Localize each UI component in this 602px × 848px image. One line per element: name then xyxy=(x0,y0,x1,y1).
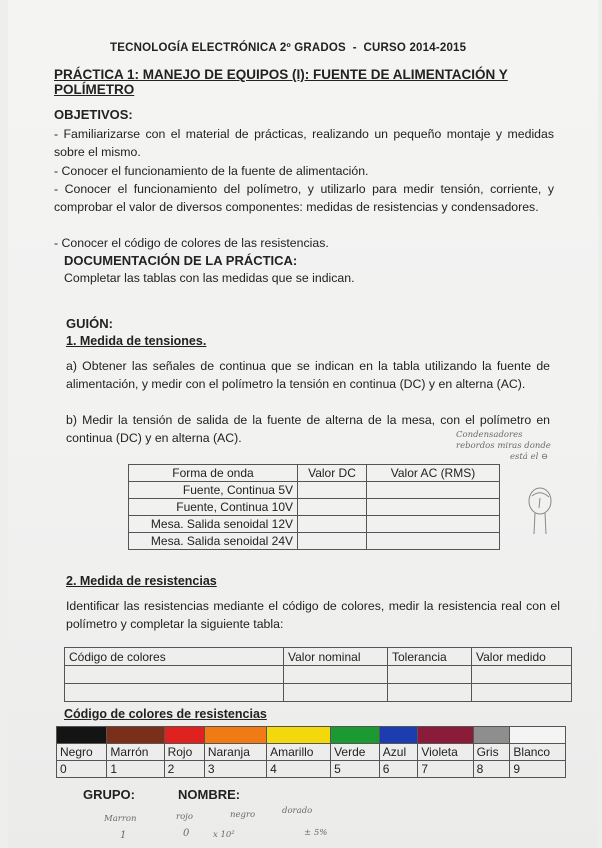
handwritten-note: ± 5% xyxy=(304,828,328,838)
handwritten-note: negro xyxy=(230,810,256,820)
objetivo-item: - Conocer el funcionamiento de la fuente de alimentación. xyxy=(54,164,369,178)
input-cell[interactable] xyxy=(472,684,572,702)
color-name: Marrón xyxy=(107,744,164,761)
dc-cell[interactable] xyxy=(298,499,367,516)
section1-title: 1. Medida de tensiones. xyxy=(66,334,207,348)
color-digit: 9 xyxy=(510,761,566,778)
input-cell[interactable] xyxy=(65,684,284,702)
ac-cell[interactable] xyxy=(367,499,500,516)
color-digit-row xyxy=(57,761,566,778)
row-label: Mesa. Salida senoidal 24V xyxy=(129,533,298,550)
table-header: Código de colores xyxy=(65,648,284,666)
color-name: Naranja xyxy=(204,744,266,761)
color-digit: 3 xyxy=(204,761,266,778)
color-digit: 6 xyxy=(379,761,418,778)
input-cell[interactable] xyxy=(284,666,388,684)
section2-text: Identificar las resistencias mediante el código de colores, medir la resistencia real con el polímetro y completar la siguiente tabla: xyxy=(66,599,560,631)
color-swatch xyxy=(107,727,164,744)
table-header: Valor medido xyxy=(472,648,572,666)
color-swatch-row xyxy=(57,727,566,744)
ac-cell[interactable] xyxy=(367,482,500,499)
tensiones-table xyxy=(128,464,500,550)
handwritten-note: rojo xyxy=(176,812,193,822)
color-swatch xyxy=(164,727,204,744)
table-row xyxy=(65,666,572,684)
color-name: Azul xyxy=(379,744,418,761)
color-digit: 0 xyxy=(57,761,107,778)
color-swatch xyxy=(204,727,266,744)
handwritten-note: 1 xyxy=(120,830,127,841)
color-name: Rojo xyxy=(164,744,204,761)
row-label: Fuente, Continua 10V xyxy=(129,499,298,516)
table-row xyxy=(129,499,500,516)
practice-title: PRÁCTICA 1: MANEJO DE EQUIPOS (I): FUENTE DE ALIMENTACIÓN Y POLÍMETRO xyxy=(54,67,508,97)
color-digit: 4 xyxy=(267,761,331,778)
color-swatch xyxy=(473,727,510,744)
handwritten-note: x 10² xyxy=(213,830,235,840)
color-name: Blanco xyxy=(510,744,566,761)
handwritten-sketch xyxy=(522,484,562,540)
documentacion-text: Completar las tablas con las medidas que se indican. xyxy=(64,271,355,285)
color-digit: 2 xyxy=(164,761,204,778)
grupo-label: GRUPO: xyxy=(83,787,135,802)
objetivo-item: - Conocer el código de colores de las resistencias. xyxy=(54,236,329,250)
guion-heading: GUIÓN: xyxy=(66,316,113,331)
colorcode-title: Código de colores de resistencias xyxy=(64,707,267,721)
color-digit: 5 xyxy=(331,761,380,778)
ac-cell[interactable] xyxy=(367,516,500,533)
dc-cell[interactable] xyxy=(298,533,367,550)
input-cell[interactable] xyxy=(472,666,572,684)
color-swatch xyxy=(379,727,418,744)
objetivos-heading: OBJETIVOS: xyxy=(54,107,133,122)
dc-cell[interactable] xyxy=(298,482,367,499)
handwritten-note: Marron xyxy=(104,814,137,824)
row-label: Fuente, Continua 5V xyxy=(129,482,298,499)
color-name: Violeta xyxy=(418,744,473,761)
input-cell[interactable] xyxy=(388,684,472,702)
table-row xyxy=(129,482,500,499)
table-header: Valor AC (RMS) xyxy=(367,465,500,482)
color-swatch xyxy=(267,727,331,744)
color-name: Amarillo xyxy=(267,744,331,761)
color-digit: 1 xyxy=(107,761,164,778)
table-row xyxy=(129,533,500,550)
color-name: Negro xyxy=(57,744,107,761)
objetivo-item: - Familiarizarse con el material de prácticas, realizando un pequeño montaje y medidas sobre el mismo. xyxy=(54,127,554,159)
objetivo-item: - Conocer el funcionamiento del polímetro, y utilizarlo para medir tensión, corriente, y comprobar el valor de diversos componentes: medidas de resistencias y condensadores. xyxy=(54,182,554,214)
color-swatch xyxy=(331,727,380,744)
section1-b-text: b) Medir la tensión de salida de la fuente de alterna de la mesa, con el polímetro en continua (DC) y en alterna (AC). xyxy=(66,413,550,445)
handwritten-note: Condensadores rebordos miras donde está el ⊖ xyxy=(456,430,551,462)
input-cell[interactable] xyxy=(65,666,284,684)
color-swatch xyxy=(57,727,107,744)
colorcode-table xyxy=(56,726,566,778)
dc-cell[interactable] xyxy=(298,516,367,533)
row-label: Mesa. Salida senoidal 12V xyxy=(129,516,298,533)
handwritten-note: dorado xyxy=(282,806,313,816)
handwritten-note: 0 xyxy=(183,828,190,839)
table-row xyxy=(65,684,572,702)
nombre-label: NOMBRE: xyxy=(178,787,241,802)
table-header: Tolerancia xyxy=(388,648,472,666)
table-header: Valor nominal xyxy=(284,648,388,666)
documentacion-heading: DOCUMENTACIÓN DE LA PRÁCTICA: xyxy=(64,253,298,268)
color-swatch xyxy=(418,727,473,744)
section2-title: 2. Medida de resistencias xyxy=(66,574,217,588)
color-digit: 8 xyxy=(473,761,510,778)
input-cell[interactable] xyxy=(388,666,472,684)
table-header: Valor DC xyxy=(298,465,367,482)
color-name: Verde xyxy=(331,744,380,761)
color-digit: 7 xyxy=(418,761,473,778)
section1-a-text: a) Obtener las señales de continua que se indican en la tabla utilizando la fuente de alimentación, y medir con el polímetro la tensión en continua (DC) y en alterna (AC). xyxy=(66,359,550,391)
table-header: Forma de onda xyxy=(129,465,298,482)
color-swatch xyxy=(510,727,566,744)
course-header: TECNOLOGÍA ELECTRÓNICA 2º GRADOS - CURSO 2014-2015 xyxy=(110,42,467,54)
document-page xyxy=(8,0,598,848)
resistencias-table xyxy=(64,647,572,702)
input-cell[interactable] xyxy=(284,684,388,702)
ac-cell[interactable] xyxy=(367,533,500,550)
table-row xyxy=(129,516,500,533)
color-name-row xyxy=(57,744,566,761)
color-name: Gris xyxy=(473,744,510,761)
